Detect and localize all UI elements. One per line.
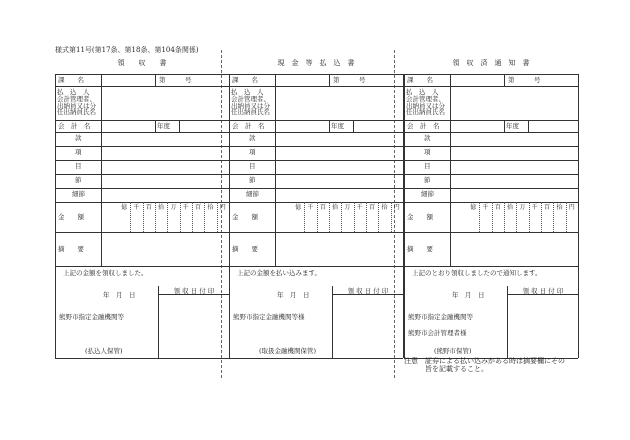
- digit-unit: 拾: [207, 204, 214, 211]
- payer-label-line: 会計管理者、: [406, 94, 445, 103]
- rule: [55, 188, 229, 189]
- kan-label: 款: [249, 134, 256, 142]
- payer-label-line: 任出納員氏名: [231, 108, 270, 117]
- rule: [155, 74, 156, 86]
- rule: [229, 160, 403, 161]
- rule: [275, 74, 276, 86]
- rule: [450, 232, 451, 266]
- bank2-label: 熊野市会計管理者様: [408, 329, 467, 337]
- digit-divider: [516, 202, 517, 232]
- payer-label-line: 出納員又は分: [231, 101, 270, 110]
- taxpayer-label: 課 名: [58, 76, 84, 84]
- rule: [101, 202, 102, 232]
- amount-digits: [292, 204, 403, 212]
- digit-unit: 拾: [158, 204, 165, 211]
- payer-label-line: 会計管理者、: [57, 94, 96, 103]
- rule: [55, 74, 56, 358]
- bank-label: 熊野市指定金融機関等様: [233, 313, 305, 321]
- digit-unit: 万: [519, 204, 526, 211]
- rule: [450, 74, 451, 86]
- rule: [404, 160, 578, 161]
- amount-label: 金 額: [232, 213, 258, 221]
- digit-unit: 円: [568, 204, 575, 211]
- rule: [275, 232, 276, 266]
- rule: [404, 188, 578, 189]
- digit-unit: 拾: [556, 204, 563, 211]
- rule: [55, 74, 229, 75]
- remarks-label: 摘 要: [232, 245, 258, 253]
- rule: [55, 132, 229, 133]
- date-label: 年 月 日: [277, 291, 310, 299]
- digit-unit: 千: [531, 204, 538, 211]
- rule: [450, 120, 451, 132]
- storage-label: (熊野市保管): [434, 347, 472, 355]
- statement: 上記のとおり領収しましたので通知します。: [412, 269, 542, 277]
- rule: [507, 286, 508, 358]
- rule: [404, 232, 578, 233]
- rule: [55, 160, 229, 161]
- taxpayer-label: 課 名: [407, 76, 433, 84]
- rule: [229, 74, 403, 75]
- saimoku-label: 細節: [421, 190, 434, 198]
- rule: [275, 120, 276, 132]
- payer-label-line: 任出納員氏名: [57, 108, 96, 117]
- digit-divider: [341, 202, 342, 232]
- digit-unit: 千: [482, 204, 489, 211]
- digit-divider: [366, 202, 367, 232]
- digit-unit: 千: [133, 204, 140, 211]
- rule: [101, 132, 102, 202]
- storage-label: (払込人保管): [85, 347, 123, 355]
- stamp-label: 領 収 日 付 印: [347, 287, 389, 295]
- rule: [55, 174, 229, 175]
- payer-label: [57, 89, 96, 116]
- rule: [404, 74, 578, 75]
- rule: [229, 266, 403, 267]
- note-line-2: 旨を記載すること。: [404, 365, 488, 373]
- remarks-label: 摘 要: [58, 245, 84, 253]
- rule: [101, 232, 102, 266]
- digit-unit: 千: [182, 204, 189, 211]
- rule: [55, 232, 229, 233]
- number-label: 第 号: [508, 76, 541, 84]
- digit-unit: 千: [307, 204, 314, 211]
- digit-divider: [155, 202, 156, 232]
- rule: [229, 188, 403, 189]
- digit-unit: 百: [494, 204, 501, 211]
- number-label: 第 号: [159, 76, 192, 84]
- account-label: 会 計 名: [407, 122, 440, 130]
- rule: [275, 86, 276, 120]
- date-label: 年 月 日: [103, 291, 136, 299]
- rule: [404, 132, 578, 133]
- setsu-label: 節: [75, 176, 82, 184]
- rule: [229, 174, 403, 175]
- form-title: 領 収 済 通 知 書: [452, 59, 530, 67]
- rule: [353, 120, 354, 132]
- fiscal-year-label: 年度: [506, 122, 519, 130]
- payer-label: [231, 89, 270, 116]
- form-title: 領 収 書: [117, 59, 167, 67]
- number-label: 第 号: [333, 76, 366, 84]
- rule: [55, 358, 229, 359]
- rule: [450, 202, 451, 232]
- rule: [404, 266, 578, 267]
- form-1: [55, 59, 229, 358]
- rule: [275, 132, 276, 202]
- rule: [229, 120, 403, 121]
- payer-label-line: 出納員又は分: [406, 101, 445, 110]
- digit-unit: 円: [393, 204, 400, 211]
- digit-unit: 円: [219, 204, 226, 211]
- saimoku-label: 細節: [246, 190, 259, 198]
- rule: [332, 286, 333, 358]
- rule: [275, 202, 276, 232]
- rule: [55, 86, 229, 87]
- digit-divider: [143, 202, 144, 232]
- payer-label-line: 払 込 人: [57, 88, 90, 96]
- statement: 上記の金額を領収しました。: [63, 269, 148, 277]
- rule: [55, 120, 229, 121]
- digit-divider: [541, 202, 542, 232]
- digit-divider: [391, 202, 392, 232]
- digit-divider: [566, 202, 567, 232]
- rule: [229, 358, 403, 359]
- rule: [101, 86, 102, 120]
- rule: [155, 120, 156, 132]
- fiscal-year-label: 年度: [331, 122, 344, 130]
- form-3: [404, 59, 578, 358]
- rule: [229, 86, 403, 87]
- digit-unit: 百: [145, 204, 152, 211]
- digit-divider: [504, 202, 505, 232]
- form-title: 現 金 等 払 込 書: [277, 59, 355, 67]
- digit-divider: [167, 202, 168, 232]
- rule: [329, 74, 330, 86]
- digit-divider: [217, 202, 218, 232]
- bank-label: 熊野市指定金融機関等: [59, 313, 124, 321]
- amount-label: 金 額: [58, 213, 84, 221]
- rule: [101, 74, 102, 86]
- digit-unit: 千: [356, 204, 363, 211]
- form-2: [229, 59, 403, 358]
- digit-unit: 拾: [332, 204, 339, 211]
- digit-divider: [553, 202, 554, 232]
- rule: [450, 132, 451, 202]
- date-label: 年 月 日: [452, 291, 485, 299]
- payer-label-line: 会計管理者、: [231, 94, 270, 103]
- note-line-1: 注意 証券による払い込みがある時は摘要欄にその: [404, 357, 565, 365]
- digit-divider: [329, 202, 330, 232]
- digit-divider: [479, 202, 480, 232]
- payer-label-line: 任出納員氏名: [406, 108, 445, 117]
- digit-divider: [192, 202, 193, 232]
- amount-label: 金 額: [407, 213, 433, 221]
- digit-divider: [492, 202, 493, 232]
- kou-label: 項: [249, 148, 256, 156]
- setsu-label: 節: [424, 176, 431, 184]
- rule: [229, 74, 230, 358]
- rule: [528, 120, 529, 132]
- account-label: 会 計 名: [232, 122, 265, 130]
- kan-label: 款: [75, 134, 82, 142]
- note: [404, 357, 565, 373]
- payer-label-line: 払 込 人: [406, 88, 439, 96]
- digit-unit: 万: [170, 204, 177, 211]
- digit-unit: 万: [344, 204, 351, 211]
- rule: [229, 132, 403, 133]
- storage-label: (取扱金融機関保管): [259, 347, 317, 355]
- rule: [404, 174, 578, 175]
- digit-unit: 百: [319, 204, 326, 211]
- rule: [404, 120, 578, 121]
- digit-unit: 百: [544, 204, 551, 211]
- rule: [229, 232, 403, 233]
- digit-unit: 百: [369, 204, 376, 211]
- rule: [578, 74, 579, 358]
- digit-unit: 億: [295, 204, 302, 211]
- rule: [55, 266, 229, 267]
- form-number-header: 様式第11号(第17条、第18条、第104条関係): [55, 46, 199, 54]
- rule: [101, 120, 102, 132]
- rule: [504, 120, 505, 132]
- taxpayer-label: 課 名: [232, 76, 258, 84]
- digit-unit: 億: [121, 204, 128, 211]
- payer-label-line: 払 込 人: [231, 88, 264, 96]
- digit-divider: [529, 202, 530, 232]
- rule: [329, 120, 330, 132]
- bank-label: 熊野市指定金融機関等: [408, 313, 473, 321]
- moku-label: 目: [249, 162, 256, 170]
- digit-unit: 百: [195, 204, 202, 211]
- moku-label: 目: [75, 162, 82, 170]
- digit-divider: [317, 202, 318, 232]
- digit-divider: [130, 202, 131, 232]
- rule: [55, 146, 229, 147]
- rule: [229, 146, 403, 147]
- rule: [179, 120, 180, 132]
- rule: [504, 74, 505, 86]
- rule: [450, 86, 451, 120]
- digit-divider: [180, 202, 181, 232]
- kan-label: 款: [424, 134, 431, 142]
- digit-divider: [304, 202, 305, 232]
- digit-unit: 億: [470, 204, 477, 211]
- stamp-label: 領 収 日 付 印: [522, 287, 564, 295]
- amount-digits: [118, 204, 229, 212]
- payer-label-line: 出納員又は分: [57, 101, 96, 110]
- digit-unit: 拾: [381, 204, 388, 211]
- account-label: 会 計 名: [58, 122, 91, 130]
- payer-label: [406, 89, 445, 116]
- stamp-label: 領 収 日 付 印: [173, 287, 215, 295]
- statement: 上記の金額を払い込みます。: [237, 269, 321, 277]
- remarks-label: 摘 要: [407, 245, 433, 253]
- digit-divider: [204, 202, 205, 232]
- rule: [158, 286, 159, 358]
- amount-digits: [467, 204, 578, 212]
- saimoku-label: 細節: [72, 190, 85, 198]
- kou-label: 項: [424, 148, 431, 156]
- moku-label: 目: [424, 162, 431, 170]
- rule: [404, 146, 578, 147]
- setsu-label: 節: [249, 176, 256, 184]
- fiscal-year-label: 年度: [157, 122, 170, 130]
- kou-label: 項: [75, 148, 82, 156]
- rule: [404, 86, 578, 87]
- digit-divider: [378, 202, 379, 232]
- digit-divider: [354, 202, 355, 232]
- digit-unit: 拾: [507, 204, 514, 211]
- rule: [404, 74, 405, 358]
